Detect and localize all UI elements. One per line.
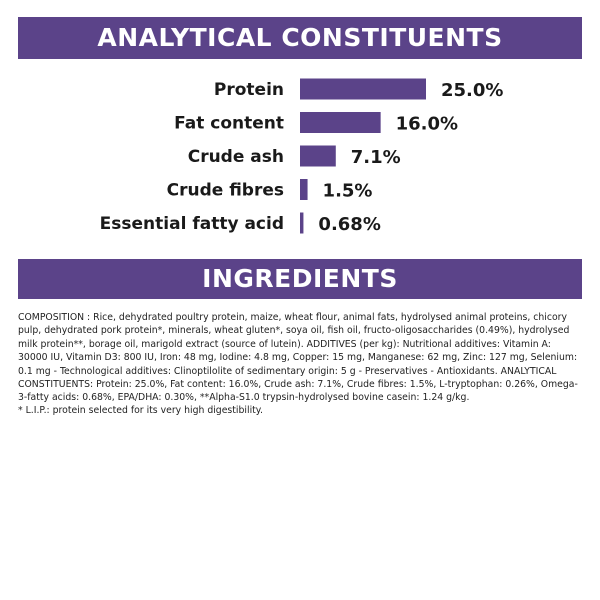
category-label: Crude fibres [166,180,284,201]
ingredients-banner [18,259,582,299]
composition-text: COMPOSITION : Rice, dehydrated poultry protein, maize, wheat flour, animal fats, hydrolysed animal proteins, chicory pulp, dehydrated pork protein*, minerals, wheat gluten*, soya oil, fish oil, fructo-oligosaccharides (0.49%), hydrolysed milk protein**, borage oil, marigold extract (source of lutein). ADDITIVES (per kg): Nutritional additives: Vitamin A: 30000 IU, Vitamin D3: 800 IU, Iron: 48 mg, Iodine: 4.8 mg, Copper: 15 mg, Manganese: 62 mg, Zinc: 127 mg, Selenium: 0.1 mg - Technological additives: Clinoptilolite of sedimentary origin: 5 g - Preservatives - Antioxidants. ANALYTICAL CONSTITUENTS: Protein: 25.0%, Fat content: 16.0%, Crude ash: 7.1%, Crude fibres: 1.5%, L-tryptophan: 0.26%, Omega-3-fatty acids: 0.68%, EPA/DHA: 0.30%, **Alpha-S1.0 trypsin-hydrolysed bovine casein: 1.24 g/kg. [18,312,578,404]
value-label: 1.5% [322,180,373,202]
category-label: Fat content [174,113,284,134]
bar [300,179,308,200]
bar [300,79,426,100]
category-label: Protein [213,80,284,100]
value-label: 0.68% [318,214,381,235]
value-label: 25.0% [441,80,504,101]
value-label: 16.0% [395,113,459,135]
analytical-constituents-title: ANALYTICAL CONSTITUENTS [97,23,503,52]
category-label: Crude ash [187,147,284,167]
ingredients-title: INGREDIENTS [202,264,398,293]
constituents-bar-chart [0,66,600,248]
value-label: 7.1% [350,147,401,168]
bar [300,112,381,133]
lip-footnote: * L.I.P.: protein selected for its very high digestibility. [18,405,263,416]
bar [300,146,336,167]
category-label: Essential fatty acid [99,214,284,234]
analytical-constituents-banner [18,17,582,59]
bar [300,213,303,234]
